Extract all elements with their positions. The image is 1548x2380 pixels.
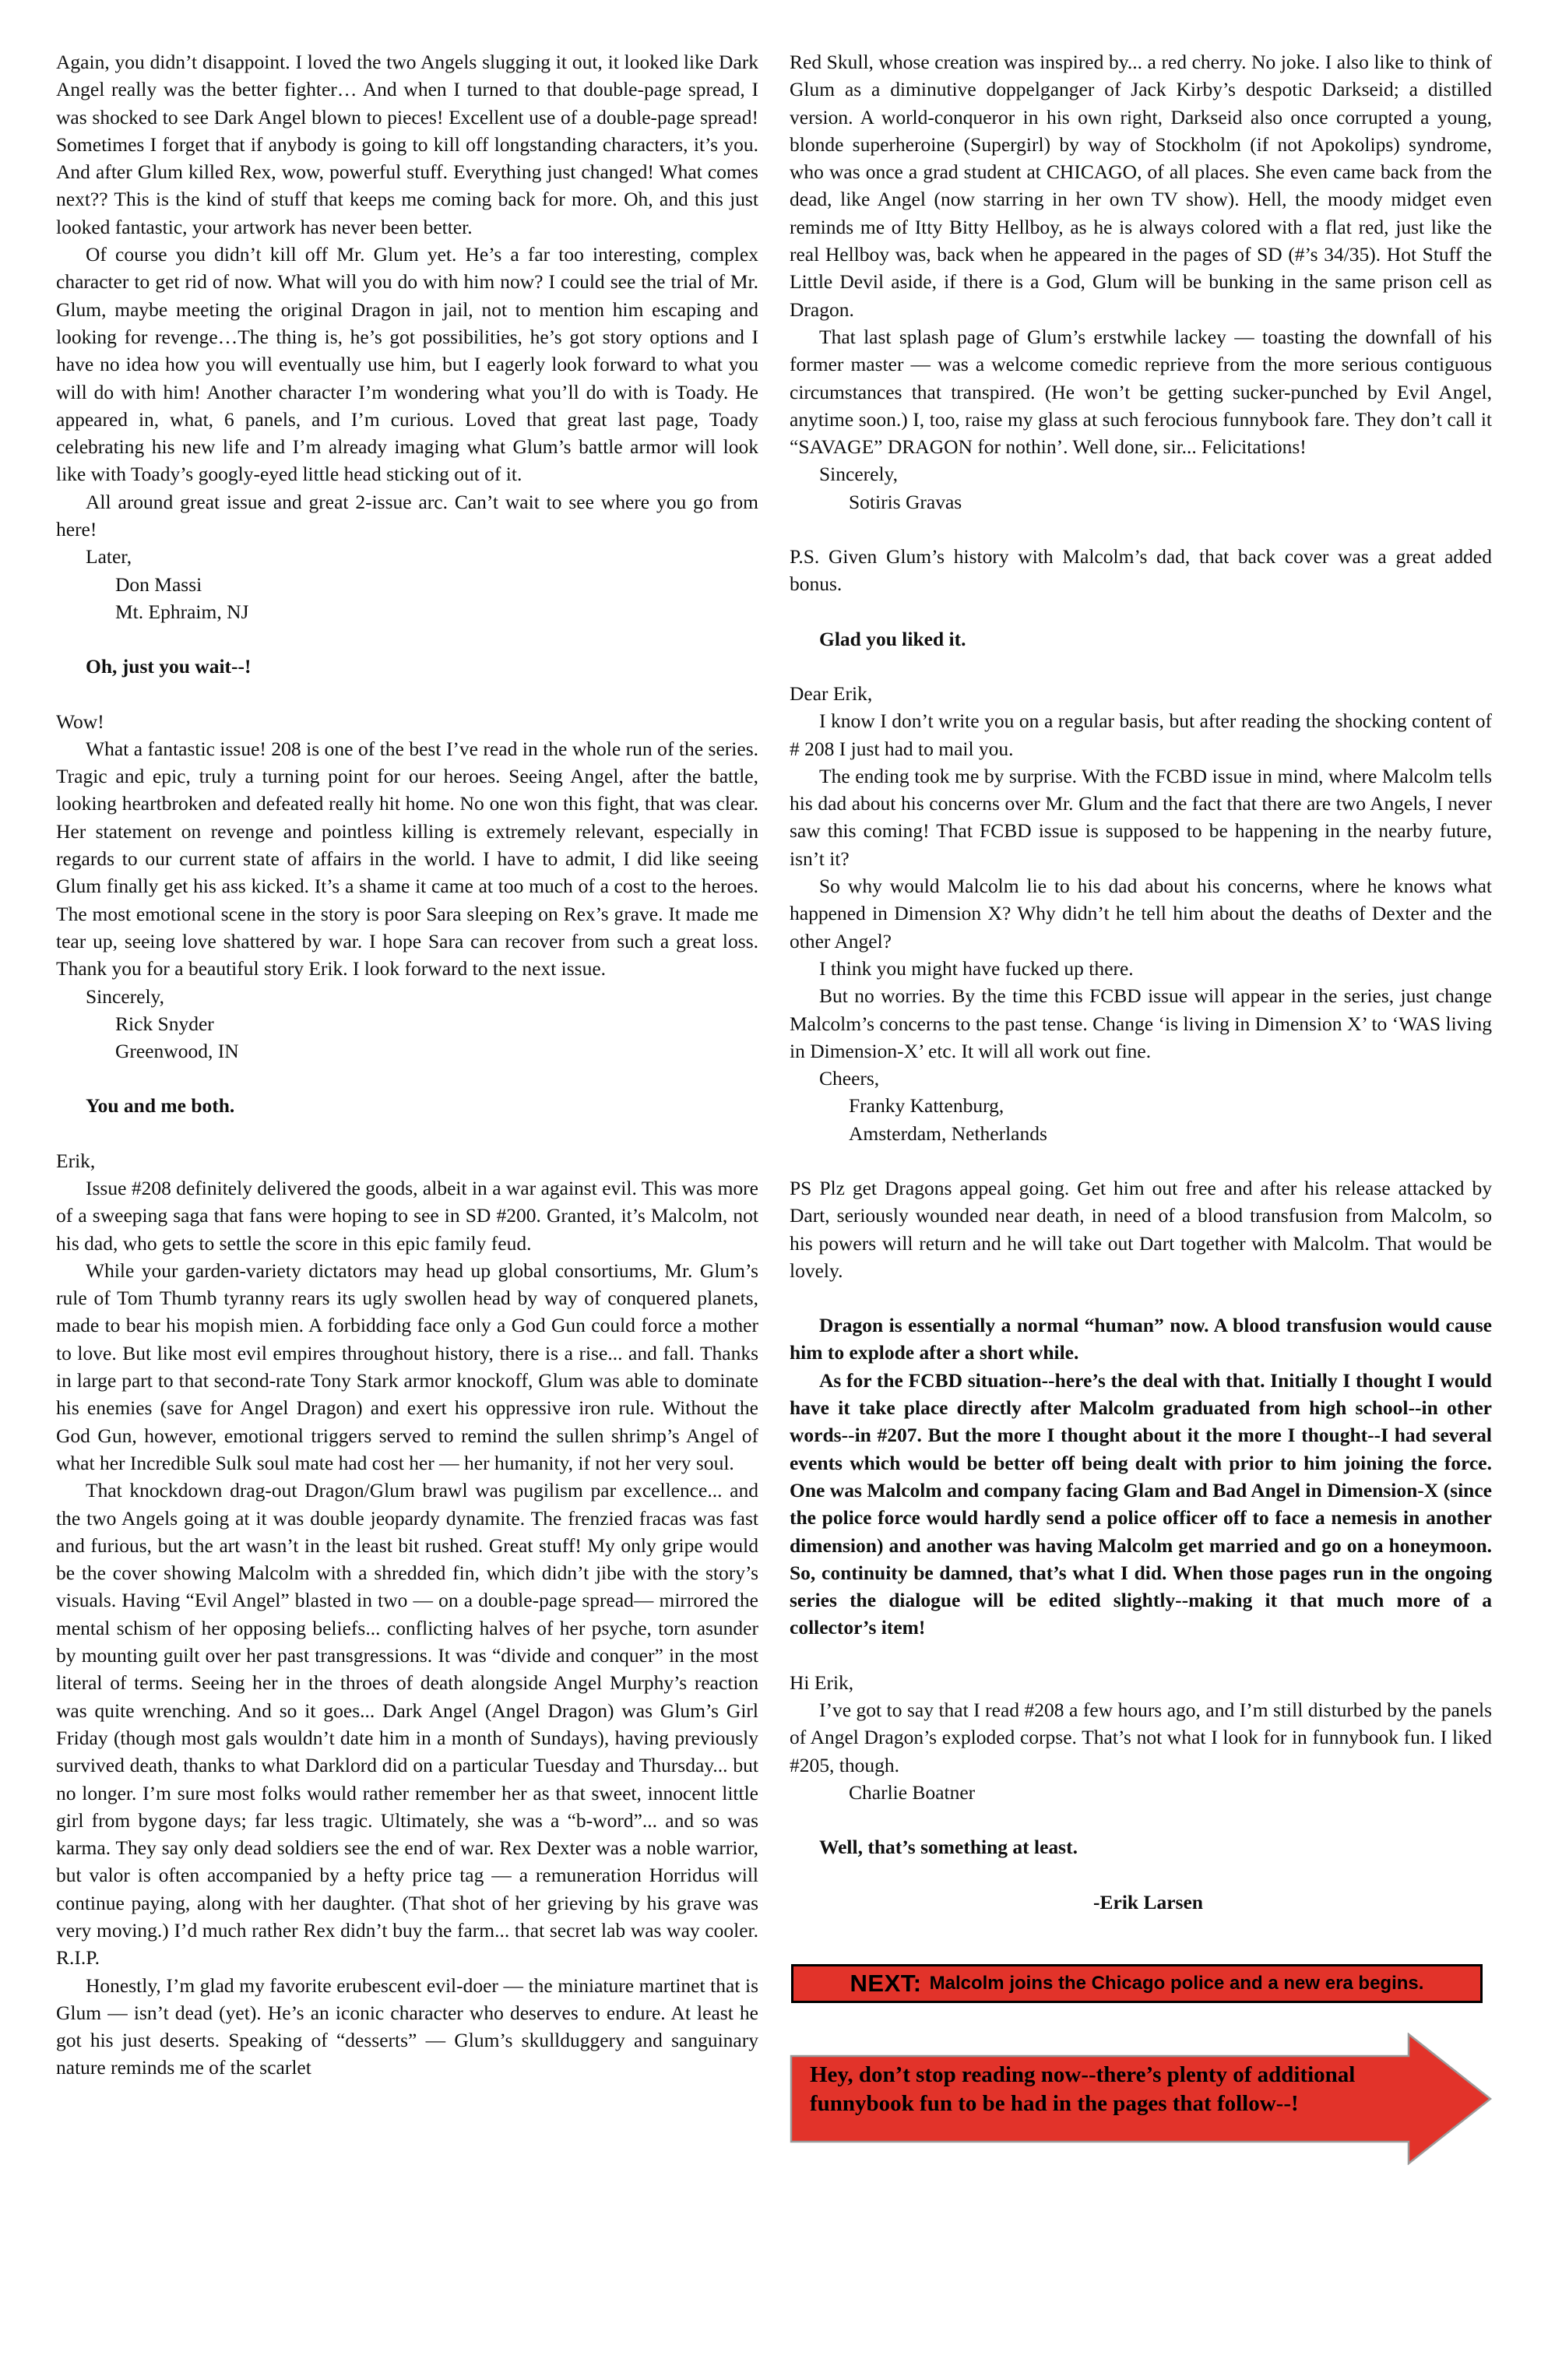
letter-paragraph: I know I don’t write you on a regular basis, but after reading the shocking content of # 208 I just had to mail you. xyxy=(790,709,1492,760)
letter-paragraph: All around great issue and great 2-issue arc. Can’t wait to see where you go from here! xyxy=(56,490,758,541)
continue-reading-arrow xyxy=(790,2033,1492,2165)
editor-signoff: -Erik Larsen xyxy=(1093,1890,1203,1914)
next-issue-banner xyxy=(791,1964,1483,2003)
letter-closing: Sincerely, xyxy=(819,463,899,486)
letter-paragraph: The ending took me by surprise. With the FCBD issue in mind, where Malcolm tells his dad about his concerns over Mr. Glum and the fact that there are two Angels, I never saw this coming! That FCBD issue is supposed to be happening in the nearby future, isn’t it? xyxy=(790,764,1492,870)
next-issue-text: Malcolm joins the Chicago police and a new era begins. xyxy=(929,1972,1424,1994)
letter-signature: Don Massi xyxy=(115,572,202,596)
letter-closing: Later, xyxy=(86,545,132,569)
editor-reply: You and me both. xyxy=(86,1094,235,1118)
letter-paragraph: So why would Malcolm lie to his dad about his concerns, where he knows what happened in Dimension X? Why didn’t he tell him about the deaths of Dexter and the other Angel? xyxy=(790,875,1492,952)
right-column xyxy=(790,48,1492,2354)
editor-reply: Well, that’s something at least. xyxy=(819,1836,1078,1859)
editor-reply: Dragon is essentially a normal “human” now. A blood transfusion would cause him to explode after a short while. xyxy=(790,1314,1492,1364)
letter-paragraph: But no worries. By the time this FCBD issue will appear in the series, just change Malcolm’s concerns to the past tense. Change ‘is living in Dimension X’ to ‘WAS living in Dimension-X’ etc. It will all work out fine. xyxy=(790,984,1492,1062)
letter-signature: Mt. Ephraim, NJ xyxy=(115,600,249,623)
editor-reply: Glad you liked it. xyxy=(819,627,966,650)
paragraph-gap xyxy=(790,516,1492,543)
letter-signature: Amsterdam, Netherlands xyxy=(849,1121,1047,1145)
right-column-letters xyxy=(790,48,1492,1916)
letter-signature: Franky Kattenburg, xyxy=(849,1094,1004,1118)
letter-paragraph: Of course you didn’t kill off Mr. Glum yet. He’s a far too interesting, complex character to get rid of now. What will you do with him now? I could see the trial of Mr. Glum, maybe meeting the original Dragon in jail, not to mention him escaping and looking for revenge…The thing is, he’s got possibilities, he’s got story options and I have no idea how you will eventually use him, but I eagerly look forward to what you will do with him! Another character I’m wondering what you’ll do with is Toady. He appeared in, what, 6 panels, and I’m curious. Loved that great last page, Toady celebrating his new life and I’m already imaging what Glum’s battle armor will look like with Toady’s googly-eyed little head sticking out of it. xyxy=(56,243,758,486)
paragraph-gap xyxy=(790,1284,1492,1311)
letter-opening: Hi Erik, xyxy=(790,1671,854,1694)
letter-paragraph: While your garden-variety dictators may head up global consortiums, Mr. Glum’s rule of Tom Thumb tyranny rears its ugly swollen head by way of conquered planets, made to bear his mopish mien. A forbidding face only a God Gun could force a mother to love. But like most evil empires throughout history, there is a rise... and fall. Thanks in large part to that second-rate Tony Stark armor knockoff, Glum was able to dominate his enemies (save for Angel Dragon) and exert his oppressive iron rule. Without the God Gun, however, emotional triggers served to remind the sullen shrimp’s Angel of what her Incredible Sulk soul mate had cost her — her humanity, if not her very soul. xyxy=(56,1259,758,1474)
editor-reply: As for the FCBD situation--here’s the deal with that. Initially I thought I would have it take place directly after Malcolm graduated from high school--in other words--in #207. But the more I thought about it the more I thought--I had several events which would be better off being dealt with prior to him joining the force. One was Malcolm and company facing Glam and Bad Angel in Dimension-X (since the police force would hardly send a police officer off to face a nemesis in another dimension) and another was having Malcolm get married and go on a honeymoon. So, continuity be damned, that’s what I did. When those pages run in the ongoing series the dialogue will be edited slightly--making it that much more of a collector’s item! xyxy=(790,1368,1492,1639)
letter-opening: Red Skull, whose creation was inspired by... a red cherry. No joke. I also like to think of Glum as a diminutive doppelganger of Jack Kirby’s despotic Darkseid; a distilled version. A world-conqueror in his own right, Darkseid also once corrupted a young, blonde superheroine (Supergirl) by way of Stockholm (if not Apokolips) syndrome, who was once a grad student at CHICAGO, of all places. She even came back from the dead, like Angel (now starring in her own TV show). Hell, the moody midget even reminds me of Itty Bitty Hellboy, as he is always colored with a flat red, just like the real Hellboy was, back when he appeared in the pages of SD (#’s 34/35). Hot Stuff the Little Devil aside, if there is a God, Glum will be bunking in the same prison cell as Dragon. xyxy=(790,51,1492,321)
letter-signature: Greenwood, IN xyxy=(115,1040,239,1063)
paragraph-gap xyxy=(790,598,1492,625)
letter-paragraph: That last splash page of Glum’s erstwhile lackey — toasting the downfall of his former master — was a welcome comedic reprieve from the more serious contiguous circumstances that transpired. (He won’t be getting sucker-punched by Evil Angel, anytime soon.) I, too, raise my glass at such ferocious funnybook fare. They don’t call it “SAVAGE” DRAGON for nothin’. Well done, sir... Felicitations! xyxy=(790,325,1492,459)
letter-signature: Charlie Boatner xyxy=(849,1780,976,1804)
letter-signature: Sotiris Gravas xyxy=(849,490,962,513)
letter-paragraph: I’ve got to say that I read #208 a few hours ago, and I’m still disturbed by the panels of Angel Dragon’s exploded corpse. That’s not what I look for in funnybook fun. I liked #205, though. xyxy=(790,1699,1492,1776)
paragraph-gap xyxy=(790,653,1492,680)
paragraph-gap xyxy=(790,1861,1492,1889)
paragraph-gap xyxy=(56,681,758,708)
letter-paragraph: That knockdown drag-out Dragon/Glum brawl was pugilism par excellence... and the two Angels going at it was double jeopardy dynamite. The frenzied fracas was fast and furious, but the art wasn’t in the least bit rushed. Great stuff! My only gripe would be the cover showing Malcolm with a shredded fin, which didn’t jibe with the story’s visuals. Having “Evil Angel” blasted in two — on a double-page spread— mirrored the mental schism of her opposing beliefs... conflicting halves of her psyche, torn asunder by mounting guilt over her past transgressions. It was “divide and conquer” in the most literal of terms. Seeing her in the throes of death alongside Angel Murphy’s reaction was quite wrenching. And so it goes... Dark Angel (Angel Dragon) was Glum’s Girl Friday (though most gals wouldn’t date him in a month of Sundays), having previously survived death, thanks to what Darklord did on a particular Tuesday and Thursday... but no longer. I’m sure most folks would rather remember her as that sweet, innocent little girl from bygone days; far less tragic. Ultimately, she was a “b-word”... and so was karma. They say only dead soldiers see the end of war. Rex Dexter was a noble warrior, but valor is often accompanied by a hefty price tag — a remuneration Horridus will continue paying, along with her daughter. (That shot of her grieving by his grave was very moving.) I’d much rather Rex didn’t buy the farm... that secret lab was way cooler. R.I.P. xyxy=(56,1479,758,1970)
letter-paragraph: I think you might have fucked up there. xyxy=(819,956,1134,980)
paragraph-gap xyxy=(790,1642,1492,1669)
continue-reading-text: Hey, don’t stop reading now--there’s plenty of additional funnybook fun to be had in the pages that follow--! xyxy=(810,2061,1356,2116)
letter-opening: P.S. Given Glum’s history with Malcolm’s dad, that back cover was a great added bonus. xyxy=(790,545,1492,596)
paragraph-gap xyxy=(56,1065,758,1092)
letter-opening: Again, you didn’t disappoint. I loved the two Angels slugging it out, it looked like Dark Angel really was the better fighter… And when I turned to that double-page spread, I was shocked to see Dark Angel blown to pieces! Excellent use of a double-page spread! Sometimes I forget that if anybody is going to kill off longstanding characters, it’s you. And after Glum killed Rex, wow, powerful stuff. Everything just changed! What comes next?? This is the kind of stuff that keeps me coming back for more. Oh, and this just looked fantastic, your artwork has never been better. xyxy=(56,51,758,238)
letter-paragraph: Honestly, I’m glad my favorite erubescent evil-doer — the miniature martinet that is Glum — isn’t dead (yet). He’s an iconic character who deserves to endure. At least he got his just deserts. Speaking of “desserts” — Glum’s skullduggery and sanguinary nature reminds me of the scarlet xyxy=(56,1973,758,2079)
letter-opening: Erik, xyxy=(56,1149,96,1172)
next-label: NEXT: xyxy=(850,1969,922,1997)
letters-page xyxy=(56,48,1492,2354)
letter-signature: Rick Snyder xyxy=(115,1012,214,1035)
letter-closing: Cheers, xyxy=(819,1067,880,1090)
paragraph-gap xyxy=(56,1120,758,1147)
letter-opening: PS Plz get Dragons appeal going. Get him out free and after his release attacked by Dart, seriously wounded near death, in need of a blood transfusion from Malcolm, so his powers will return and he will take out Dart together with Malcolm. That would be lovely. xyxy=(790,1176,1492,1282)
paragraph-gap xyxy=(56,625,758,653)
letter-closing: Sincerely, xyxy=(86,984,165,1008)
letter-paragraph: Issue #208 definitely delivered the goods, albeit in a war against evil. This was more of a sweeping saga that fans were hoping to see in SD #200. Granted, it’s Malcolm, not his dad, who gets to settle the score in this epic family feud. xyxy=(56,1176,758,1255)
paragraph-gap xyxy=(790,1147,1492,1174)
letter-paragraph: What a fantastic issue! 208 is one of the best I’ve read in the whole run of the series. Tragic and epic, truly a turning point for our heroes. Seeing Angel, after the battle, looking heartbroken and defeated really hit home. No one won this fight, that was clear. Her statement on revenge and pointless killing is extremely relevant, especially in regards to our current state of affairs in the world. I have to admit, I did like seeing Glum finally get his ass kicked. It’s a shame it came at too much of a cost to the heroes. The most emotional scene in the story is poor Sara sleeping on Rex’s grave. It made me tear up, seeing love shattered by war. I hope Sara can recover from such a great loss. Thank you for a beautiful story Erik. I look forward to the next issue. xyxy=(56,737,758,981)
editor-reply: Oh, just you wait--! xyxy=(86,655,252,678)
paragraph-gap xyxy=(790,1806,1492,1833)
left-column xyxy=(56,48,758,2354)
letter-opening: Wow! xyxy=(56,709,104,733)
letter-opening: Dear Erik, xyxy=(790,681,873,705)
